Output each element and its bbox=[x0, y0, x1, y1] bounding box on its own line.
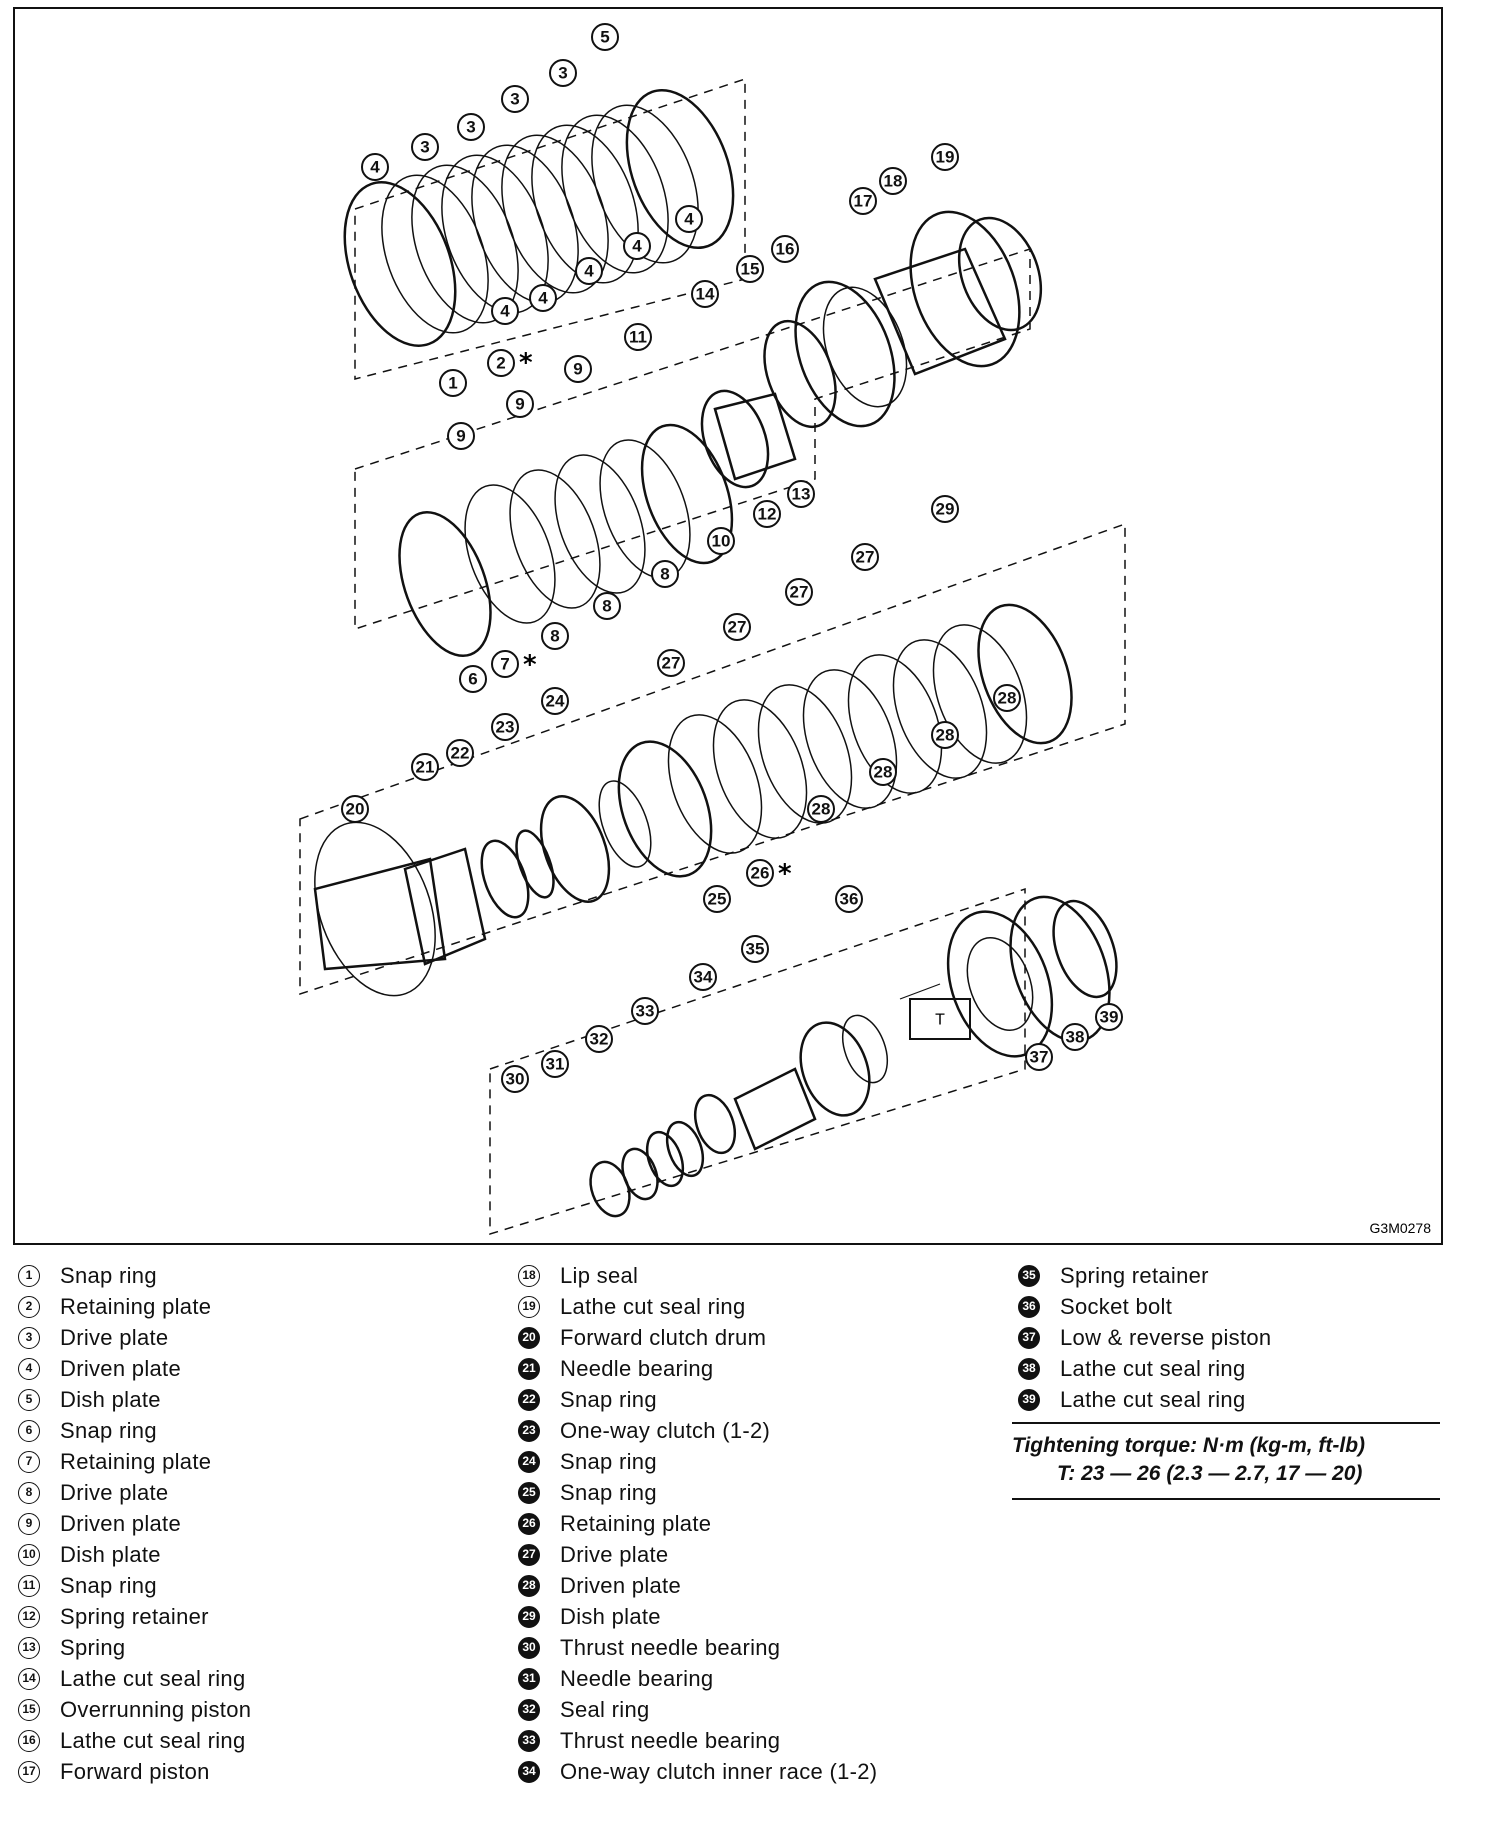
legend-item bbox=[1018, 1291, 1271, 1322]
callout-27c bbox=[786, 579, 812, 605]
callout-32 bbox=[586, 1026, 612, 1052]
legend-column-2 bbox=[518, 1260, 877, 1787]
svg-text:3: 3 bbox=[420, 137, 430, 157]
svg-text:32: 32 bbox=[589, 1029, 609, 1049]
legend-label: Snap ring bbox=[60, 1418, 157, 1443]
callout-3c bbox=[502, 86, 528, 112]
callout-16 bbox=[772, 236, 798, 262]
callout-15 bbox=[737, 256, 763, 282]
svg-text:35: 35 bbox=[745, 939, 765, 959]
legend-item bbox=[18, 1601, 251, 1632]
callout-28b bbox=[870, 759, 896, 785]
svg-text:4: 4 bbox=[500, 301, 510, 321]
legend-number: 10 bbox=[18, 1544, 40, 1566]
legend-label: Dish plate bbox=[60, 1542, 161, 1567]
svg-text:8: 8 bbox=[602, 596, 612, 616]
legend-number: 29 bbox=[518, 1606, 540, 1628]
legend-label: Retaining plate bbox=[560, 1511, 712, 1536]
lower-plate-stack bbox=[293, 592, 1090, 1012]
svg-text:4: 4 bbox=[584, 261, 594, 281]
legend-number: 7 bbox=[18, 1451, 40, 1473]
callout-27d bbox=[852, 544, 878, 570]
callout-12 bbox=[754, 501, 780, 527]
legend-item bbox=[1018, 1260, 1271, 1291]
callout-9b bbox=[507, 391, 533, 417]
legend-item bbox=[18, 1415, 251, 1446]
legend-label: Driven plate bbox=[60, 1356, 181, 1381]
svg-text:9: 9 bbox=[573, 359, 583, 379]
callout-39 bbox=[1096, 1004, 1122, 1030]
legend-number: 31 bbox=[518, 1668, 540, 1690]
svg-text:27: 27 bbox=[789, 582, 809, 602]
legend-number: 18 bbox=[518, 1265, 540, 1287]
legend-label: Lathe cut seal ring bbox=[60, 1728, 246, 1753]
callout-24 bbox=[542, 688, 568, 714]
svg-text:4: 4 bbox=[370, 157, 380, 177]
svg-text:17: 17 bbox=[853, 191, 873, 211]
callout-27 bbox=[658, 650, 684, 676]
svg-text:25: 25 bbox=[707, 889, 727, 909]
torque-value: T: 23 — 26 (2.3 — 2.7, 17 — 20) bbox=[1057, 1462, 1363, 1485]
legend-number: 13 bbox=[18, 1637, 40, 1659]
legend-label: Retaining plate bbox=[60, 1294, 212, 1319]
svg-text:14: 14 bbox=[695, 284, 715, 304]
legend-label: Driven plate bbox=[560, 1573, 681, 1598]
svg-text:8: 8 bbox=[550, 626, 560, 646]
callout-31 bbox=[542, 1051, 568, 1077]
legend-label: Lathe cut seal ring bbox=[60, 1666, 246, 1691]
svg-text:20: 20 bbox=[345, 799, 365, 819]
callout-30 bbox=[502, 1066, 528, 1092]
svg-text:16: 16 bbox=[775, 239, 795, 259]
legend-item bbox=[18, 1632, 251, 1663]
svg-text:2: 2 bbox=[496, 353, 506, 373]
legend-item bbox=[18, 1322, 251, 1353]
svg-text:36: 36 bbox=[839, 889, 859, 909]
legend-item bbox=[18, 1353, 251, 1384]
legend-item bbox=[18, 1570, 251, 1601]
callout-38 bbox=[1062, 1024, 1088, 1050]
legend-item bbox=[1018, 1384, 1271, 1415]
legend-number: 1 bbox=[18, 1265, 40, 1287]
callout-27b bbox=[724, 614, 750, 640]
svg-text:27: 27 bbox=[661, 653, 681, 673]
legend-label: Low & reverse piston bbox=[1060, 1325, 1272, 1350]
svg-text:9: 9 bbox=[515, 394, 525, 414]
legend-item bbox=[518, 1384, 877, 1415]
legend-column-3 bbox=[1018, 1260, 1271, 1415]
legend-item bbox=[518, 1601, 877, 1632]
callout-4c bbox=[530, 285, 556, 311]
callout-3d bbox=[550, 60, 576, 86]
svg-text:27: 27 bbox=[855, 547, 875, 567]
svg-text:28: 28 bbox=[935, 725, 955, 745]
callout-21 bbox=[412, 754, 438, 780]
callout-37 bbox=[1026, 1044, 1052, 1070]
svg-text:28: 28 bbox=[873, 762, 893, 782]
legend-label: Lathe cut seal ring bbox=[1060, 1387, 1246, 1412]
legend-number: 23 bbox=[518, 1420, 540, 1442]
svg-text:27: 27 bbox=[727, 617, 747, 637]
callout-33 bbox=[632, 998, 658, 1024]
legend-number: 24 bbox=[518, 1451, 540, 1473]
legend-item bbox=[1018, 1322, 1271, 1353]
svg-text:4: 4 bbox=[538, 288, 548, 308]
legend-number: 21 bbox=[518, 1358, 540, 1380]
callout-9 bbox=[448, 423, 474, 449]
legend-label: Forward piston bbox=[60, 1759, 210, 1784]
legend-number: 2 bbox=[18, 1296, 40, 1318]
svg-text:3: 3 bbox=[510, 89, 520, 109]
legend-label: Snap ring bbox=[560, 1387, 657, 1412]
legend-number: 27 bbox=[518, 1544, 540, 1566]
legend-number: 4 bbox=[18, 1358, 40, 1380]
legend-label: Retaining plate bbox=[60, 1449, 212, 1474]
callout-17 bbox=[850, 188, 876, 214]
svg-text:9: 9 bbox=[456, 426, 466, 446]
legend-item bbox=[18, 1663, 251, 1694]
legend-number: 30 bbox=[518, 1637, 540, 1659]
legend-item bbox=[518, 1694, 877, 1725]
legend-item bbox=[18, 1477, 251, 1508]
svg-text:15: 15 bbox=[740, 259, 760, 279]
callout-18 bbox=[880, 168, 906, 194]
svg-text:18: 18 bbox=[883, 171, 903, 191]
legend-label: Drive plate bbox=[60, 1480, 169, 1505]
legend-item bbox=[518, 1415, 877, 1446]
legend-label: One-way clutch (1-2) bbox=[560, 1418, 771, 1443]
svg-text:13: 13 bbox=[791, 484, 811, 504]
callout-36 bbox=[836, 886, 862, 912]
legend-label: Lathe cut seal ring bbox=[1060, 1356, 1246, 1381]
callout-25 bbox=[704, 886, 730, 912]
legend-item bbox=[518, 1632, 877, 1663]
svg-text:26: 26 bbox=[750, 863, 770, 883]
torque-marker-label: T bbox=[935, 1011, 945, 1029]
svg-text:4: 4 bbox=[684, 209, 694, 229]
legend-label: One-way clutch inner race (1-2) bbox=[560, 1759, 878, 1784]
legend-number: 12 bbox=[18, 1606, 40, 1628]
callout-28c bbox=[932, 722, 958, 748]
legend-label: Socket bolt bbox=[1060, 1294, 1173, 1319]
exploded-view-drawing bbox=[15, 9, 1445, 1247]
legend-item bbox=[518, 1322, 877, 1353]
callout-7 bbox=[492, 651, 518, 677]
legend-label: Snap ring bbox=[560, 1480, 657, 1505]
legend-label: Thrust needle bearing bbox=[560, 1635, 781, 1660]
legend-number: 8 bbox=[18, 1482, 40, 1504]
callout-3b bbox=[458, 114, 484, 140]
legend-number: 6 bbox=[18, 1420, 40, 1442]
svg-text:33: 33 bbox=[635, 1001, 655, 1021]
legend-item bbox=[518, 1508, 877, 1539]
callout-4b bbox=[492, 298, 518, 324]
legend-number: 3 bbox=[18, 1327, 40, 1349]
legend-number: 34 bbox=[518, 1761, 540, 1783]
legend-number: 26 bbox=[518, 1513, 540, 1535]
legend-label: Needle bearing bbox=[560, 1666, 714, 1691]
callout-26 bbox=[747, 860, 773, 886]
legend-number: 20 bbox=[518, 1327, 540, 1349]
svg-text:3: 3 bbox=[558, 63, 568, 83]
svg-text:8: 8 bbox=[660, 564, 670, 584]
legend-item bbox=[18, 1725, 251, 1756]
callout-6 bbox=[460, 666, 486, 692]
legend-label: Dish plate bbox=[60, 1387, 161, 1412]
callout-19 bbox=[932, 144, 958, 170]
legend-item bbox=[518, 1353, 877, 1384]
legend-column-1 bbox=[18, 1260, 251, 1787]
legend-number: 35 bbox=[1018, 1265, 1040, 1287]
legend-number: 38 bbox=[1018, 1358, 1040, 1380]
legend-number: 25 bbox=[518, 1482, 540, 1504]
legend-number: 11 bbox=[18, 1575, 40, 1597]
callout-4d bbox=[576, 258, 602, 284]
legend-number: 9 bbox=[18, 1513, 40, 1535]
legend-label: Driven plate bbox=[60, 1511, 181, 1536]
legend-number: 17 bbox=[18, 1761, 40, 1783]
svg-text:39: 39 bbox=[1099, 1007, 1119, 1027]
legend-item bbox=[518, 1539, 877, 1570]
legend-label: Spring bbox=[60, 1635, 126, 1660]
legend-number: 33 bbox=[518, 1730, 540, 1752]
callout-1 bbox=[440, 370, 466, 396]
svg-text:12: 12 bbox=[757, 504, 777, 524]
legend-number: 16 bbox=[18, 1730, 40, 1752]
svg-text:19: 19 bbox=[935, 147, 955, 167]
callout-35 bbox=[742, 936, 768, 962]
callout-9c bbox=[565, 356, 591, 382]
legend-number: 36 bbox=[1018, 1296, 1040, 1318]
asterisk-2: * bbox=[519, 348, 533, 378]
legend-item bbox=[18, 1446, 251, 1477]
legend-item bbox=[18, 1291, 251, 1322]
callout-34 bbox=[690, 964, 716, 990]
legend-item bbox=[518, 1446, 877, 1477]
legend-item bbox=[518, 1725, 877, 1756]
legend-label: Snap ring bbox=[60, 1573, 157, 1598]
legend-label: Overrunning piston bbox=[60, 1697, 252, 1722]
legend-item bbox=[18, 1508, 251, 1539]
torque-title: Tightening torque: N·m (kg-m, ft-lb) bbox=[1012, 1434, 1366, 1457]
callout-4 bbox=[362, 154, 388, 180]
legend-label: Dish plate bbox=[560, 1604, 661, 1629]
svg-text:1: 1 bbox=[448, 373, 458, 393]
legend-label: Lip seal bbox=[560, 1263, 639, 1288]
legend-label: Drive plate bbox=[560, 1542, 669, 1567]
callout-4f bbox=[676, 206, 702, 232]
callout-2 bbox=[488, 350, 514, 376]
legend-item bbox=[18, 1384, 251, 1415]
callout-28d bbox=[994, 685, 1020, 711]
legend-number: 28 bbox=[518, 1575, 540, 1597]
svg-text:5: 5 bbox=[600, 27, 610, 47]
callout-11 bbox=[625, 324, 651, 350]
legend-label: Drive plate bbox=[60, 1325, 169, 1350]
svg-text:38: 38 bbox=[1065, 1027, 1085, 1047]
callout-22 bbox=[447, 740, 473, 766]
callout-23 bbox=[492, 714, 518, 740]
legend-number: 19 bbox=[518, 1296, 540, 1318]
legend-number: 14 bbox=[18, 1668, 40, 1690]
svg-text:22: 22 bbox=[450, 743, 470, 763]
legend-number: 39 bbox=[1018, 1389, 1040, 1411]
legend-number: 5 bbox=[18, 1389, 40, 1411]
legend-label: Thrust needle bearing bbox=[560, 1728, 781, 1753]
legend-item bbox=[18, 1756, 251, 1787]
callout-20 bbox=[342, 796, 368, 822]
svg-text:31: 31 bbox=[545, 1054, 565, 1074]
legend-item bbox=[518, 1260, 877, 1291]
svg-text:6: 6 bbox=[468, 669, 478, 689]
legend-item bbox=[18, 1539, 251, 1570]
legend-label: Needle bearing bbox=[560, 1356, 714, 1381]
legend-item bbox=[18, 1260, 251, 1291]
legend-item bbox=[518, 1756, 877, 1787]
piston-assembly bbox=[751, 197, 1055, 440]
callout-3 bbox=[412, 134, 438, 160]
legend-label: Spring retainer bbox=[60, 1604, 209, 1629]
callout-5 bbox=[592, 24, 618, 50]
legend-item bbox=[18, 1694, 251, 1725]
legend-item bbox=[518, 1570, 877, 1601]
asterisk-7: * bbox=[523, 650, 537, 680]
svg-text:10: 10 bbox=[711, 531, 731, 551]
callout-4e bbox=[624, 233, 650, 259]
svg-text:29: 29 bbox=[935, 499, 955, 519]
svg-text:3: 3 bbox=[466, 117, 476, 137]
svg-text:4: 4 bbox=[632, 236, 642, 256]
callout-8b bbox=[594, 593, 620, 619]
legend-number: 37 bbox=[1018, 1327, 1040, 1349]
svg-text:23: 23 bbox=[495, 717, 515, 737]
callout-29 bbox=[932, 496, 958, 522]
svg-text:30: 30 bbox=[505, 1069, 525, 1089]
asterisk-26: * bbox=[778, 859, 792, 889]
tightening-torque-note bbox=[1012, 1422, 1440, 1500]
svg-text:21: 21 bbox=[415, 757, 435, 777]
legend-number: 22 bbox=[518, 1389, 540, 1411]
figure-code: G3M0278 bbox=[1369, 1220, 1431, 1236]
legend-item bbox=[1018, 1353, 1271, 1384]
svg-text:7: 7 bbox=[500, 654, 510, 674]
svg-text:34: 34 bbox=[693, 967, 713, 987]
legend-label: Snap ring bbox=[560, 1449, 657, 1474]
legend-item bbox=[518, 1477, 877, 1508]
exploded-view-diagram bbox=[13, 7, 1443, 1245]
callout-13 bbox=[788, 481, 814, 507]
svg-text:28: 28 bbox=[811, 799, 831, 819]
svg-text:28: 28 bbox=[997, 688, 1017, 708]
legend-number: 32 bbox=[518, 1699, 540, 1721]
legend-label: Spring retainer bbox=[1060, 1263, 1209, 1288]
legend-number: 15 bbox=[18, 1699, 40, 1721]
svg-text:37: 37 bbox=[1029, 1047, 1049, 1067]
legend-label: Forward clutch drum bbox=[560, 1325, 767, 1350]
legend-label: Seal ring bbox=[560, 1697, 650, 1722]
callout-28 bbox=[808, 796, 834, 822]
legend-label: Snap ring bbox=[60, 1263, 157, 1288]
legend-label: Lathe cut seal ring bbox=[560, 1294, 746, 1319]
callout-8 bbox=[542, 623, 568, 649]
callout-10 bbox=[708, 528, 734, 554]
legend-item bbox=[518, 1291, 877, 1322]
legend-item bbox=[518, 1663, 877, 1694]
svg-text:24: 24 bbox=[545, 691, 565, 711]
callout-14 bbox=[692, 281, 718, 307]
callout-8c bbox=[652, 561, 678, 587]
svg-text:11: 11 bbox=[629, 327, 647, 347]
